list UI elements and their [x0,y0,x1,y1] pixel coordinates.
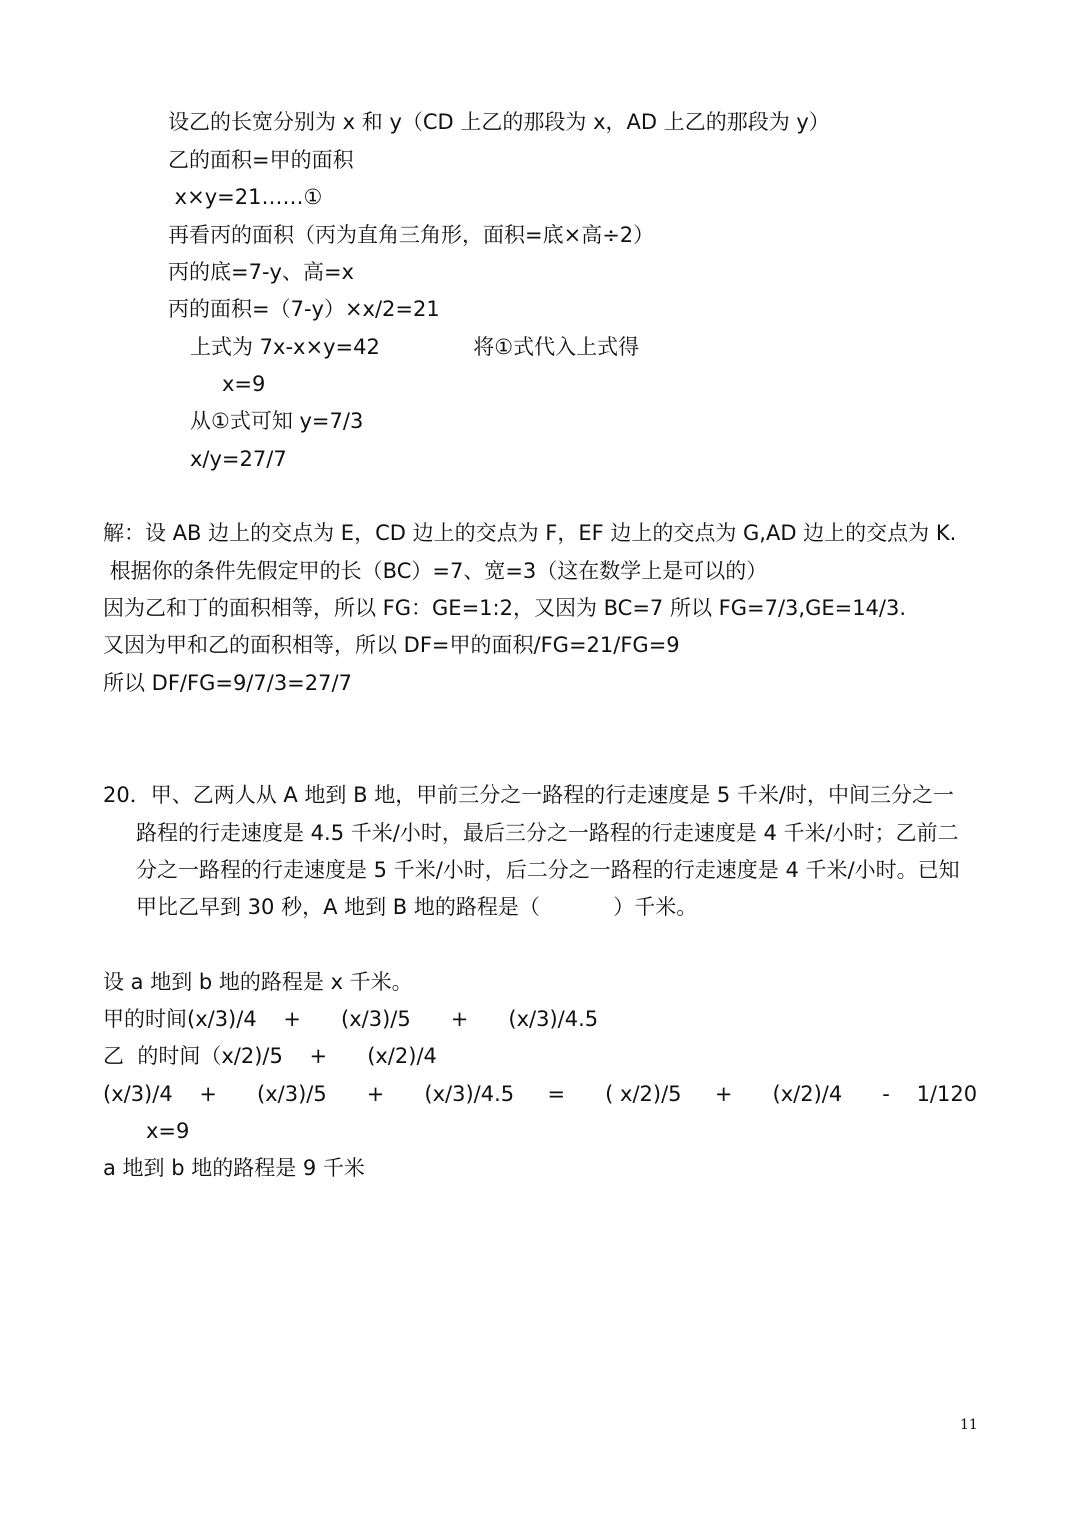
solution-a-line-8: x=9 [222,372,266,396]
solution-a-line-7: 上式为 7x-x×y=42 将①式代入上式得 [190,335,640,359]
solution-b-line-3: 因为乙和丁的面积相等，所以 FG：GE=1:2，又因为 BC=7 所以 FG=7/3,GE=14/3. [103,596,907,620]
solution-20-line-5: x=9 [146,1119,190,1143]
solution-b-line-5: 所以 DF/FG=9/7/3=27/7 [103,671,352,695]
solution-20-line-4: (x/3)/4 + (x/3)/5 + (x/3)/4.5 = ( x/2)/5 + (x/2)/4 - 1/120 [103,1082,978,1106]
problem-20-line-4: 甲比乙早到 30 秒，A 地到 B 地的路程是（ ）千米。 [136,895,698,919]
solution-a-line-4: 再看丙的面积（丙为直角三角形，面积=底×高÷2） [168,223,655,247]
solution-a-line-2: 乙的面积=甲的面积 [168,148,354,172]
solution-20-line-6: a 地到 b 地的路程是 9 千米 [103,1156,365,1180]
solution-a-line-6: 丙的面积=（7-y）×x/2=21 [168,297,440,321]
solution-a-line-9: 从①式可知 y=7/3 [190,409,364,433]
solution-a-line-1: 设乙的长宽分别为 x 和 y（CD 上乙的那段为 x，AD 上乙的那段为 y） [168,110,830,134]
problem-20-line-3: 分之一路程的行走速度是 5 千米/小时，后二分之一路程的行走速度是 4 千米/小时。已知 [136,858,960,882]
solution-b-line-4: 又因为甲和乙的面积相等，所以 DF=甲的面积/FG=21/FG=9 [103,633,680,657]
solution-20-line-1: 设 a 地到 b 地的路程是 x 千米。 [103,970,413,994]
solution-a-line-3: x×y=21……① [168,185,323,209]
solution-20-line-3: 乙 的时间（x/2)/5 + (x/2)/4 [103,1044,437,1068]
solution-b-line-1: 解：设 AB 边上的交点为 E，CD 边上的交点为 F，EF 边上的交点为 G,AD 边上的交点为 K. [103,521,957,545]
solution-a-line-5: 丙的底=7-y、高=x [168,260,354,284]
solution-20-line-2: 甲的时间(x/3)/4 + (x/3)/5 + (x/3)/4.5 [103,1007,599,1031]
page-number: 11 [960,1417,978,1433]
problem-20-line-2: 路程的行走速度是 4.5 千米/小时，最后三分之一路程的行走速度是 4 千米/小时；乙前二 [136,821,959,845]
solution-a-line-10: x/y=27/7 [190,447,287,471]
solution-b-line-2: 根据你的条件先假定甲的长（BC）=7、宽=3（这在数学上是可以的） [103,559,768,583]
problem-20-line-1: 20．甲、乙两人从 A 地到 B 地，甲前三分之一路程的行走速度是 5 千米/时，中间三分之一 [103,783,954,807]
